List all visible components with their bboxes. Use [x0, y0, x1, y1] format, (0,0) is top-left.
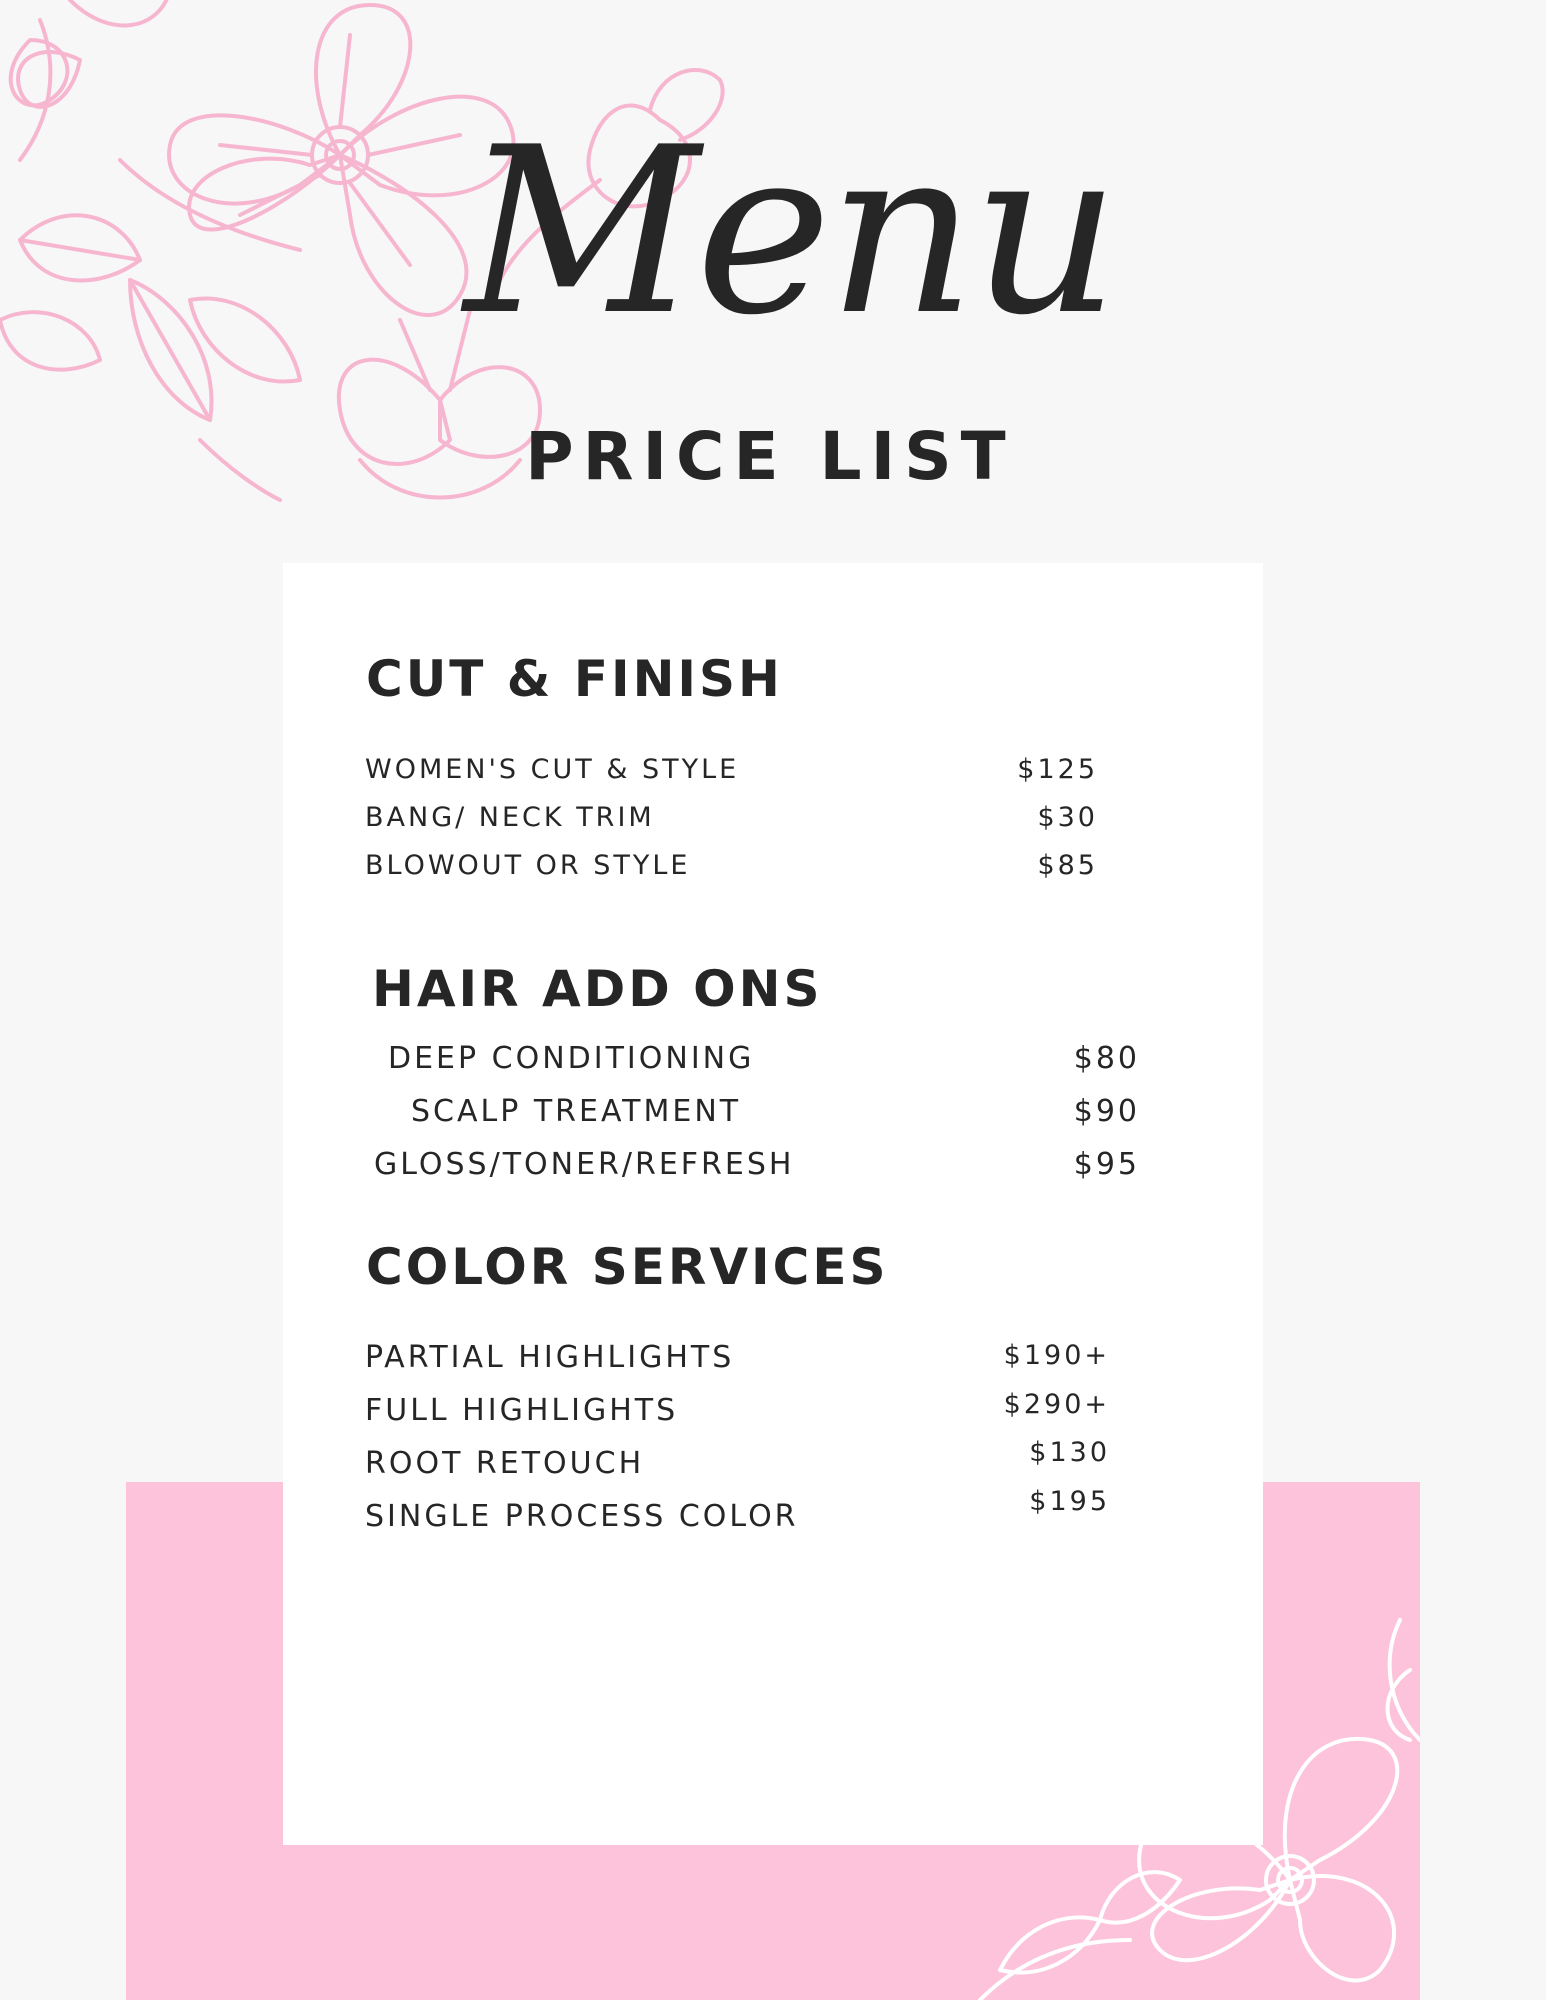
menu-item-name: BLOWOUT OR STYLE	[365, 850, 691, 881]
menu-item-price: $90	[1073, 1094, 1140, 1129]
menu-item-price: $95	[1073, 1147, 1140, 1182]
menu-item-name: DEEP CONDITIONING	[388, 1041, 755, 1076]
menu-item-name: PARTIAL HIGHLIGHTS	[365, 1340, 735, 1375]
menu-item-name: GLOSS/TONER/REFRESH	[374, 1147, 795, 1182]
menu-item-price: $80	[1073, 1041, 1140, 1076]
section-heading-cut-finish: CUT & FINISH	[366, 650, 783, 708]
menu-item-price: $85	[1037, 850, 1098, 881]
menu-item-price: $290+	[1003, 1389, 1110, 1420]
menu-item-name: ROOT RETOUCH	[365, 1446, 645, 1481]
section-heading-color-services: COLOR SERVICES	[366, 1238, 889, 1296]
menu-item-price: $130	[1029, 1437, 1110, 1468]
menu-item-name: SINGLE PROCESS COLOR	[365, 1499, 799, 1534]
menu-item-price: $30	[1037, 802, 1098, 833]
menu-item-name: SCALP TREATMENT	[411, 1094, 742, 1129]
menu-item-price: $195	[1029, 1486, 1110, 1517]
menu-item-price: $190+	[1003, 1340, 1110, 1371]
menu-item-name: WOMEN'S CUT & STYLE	[365, 754, 740, 785]
page-title: Menu	[464, 99, 1116, 366]
menu-item-name: BANG/ NECK TRIM	[365, 802, 655, 833]
page-subtitle: PRICE LIST	[525, 418, 1015, 495]
menu-item-price: $125	[1017, 754, 1098, 785]
menu-item-name: FULL HIGHLIGHTS	[365, 1393, 679, 1428]
section-heading-hair-add-ons: HAIR ADD ONS	[372, 960, 823, 1018]
